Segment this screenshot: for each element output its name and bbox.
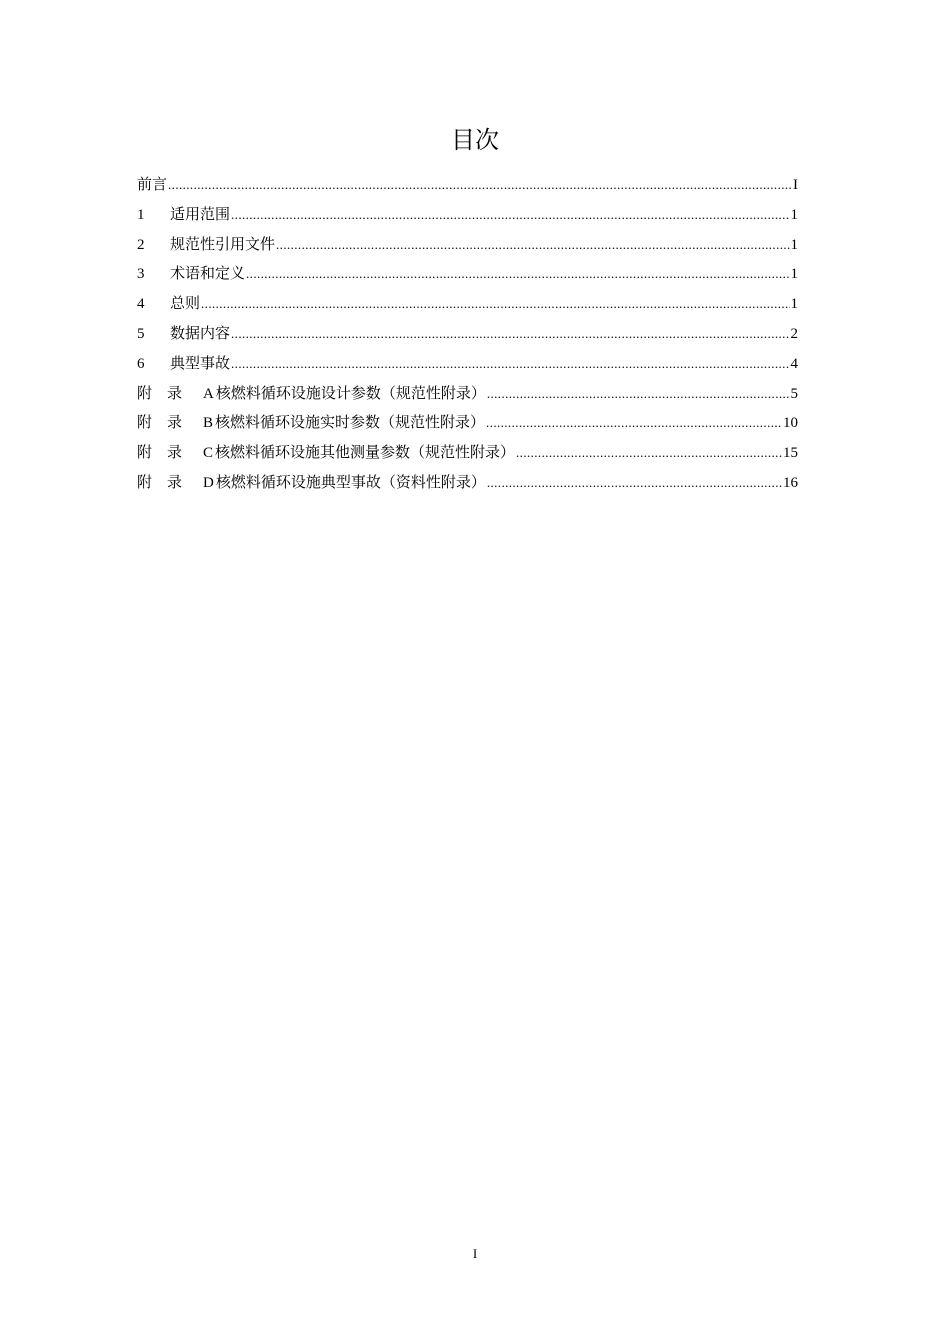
toc-entry-number: 4 <box>137 296 145 313</box>
toc-entry-label: 规范性引用文件 <box>170 234 276 253</box>
toc-entry-page: 1 <box>790 296 798 313</box>
toc-appendix-prefix <box>137 440 203 464</box>
toc-appendix-letter: A <box>203 385 214 402</box>
toc-appendix-prefix-char: 附 <box>137 383 153 402</box>
toc-entry-page: 1 <box>790 236 798 253</box>
toc-entry-chapter-6[interactable] <box>137 351 798 381</box>
toc-entry-appendix-d[interactable] <box>137 470 798 500</box>
toc-entry-label: 典型事故 <box>170 353 231 372</box>
toc-entry-label: 核燃料循环设施设计参数（规范性附录） <box>215 383 486 402</box>
toc-leader-dots <box>231 352 789 376</box>
toc-entry-label: 适用范围 <box>170 204 231 223</box>
toc-leader-dots <box>486 411 782 435</box>
toc-entry-page: I <box>793 177 798 193</box>
toc-entry-page: 5 <box>790 385 798 402</box>
toc-entry-chapter-2[interactable] <box>137 232 798 262</box>
toc-entry-label: 总则 <box>170 294 201 313</box>
toc-leader-dots <box>516 441 782 465</box>
toc-leader-dots <box>168 173 792 197</box>
table-of-contents <box>137 172 798 500</box>
toc-entry-label: 术语和定义 <box>170 264 246 283</box>
toc-entry-appendix-b[interactable] <box>137 410 798 440</box>
toc-appendix-prefix-char: 录 <box>167 443 183 462</box>
toc-entry-number: 6 <box>137 355 145 372</box>
toc-leader-dots <box>276 233 789 257</box>
toc-entry-number: 5 <box>137 325 145 342</box>
toc-entry-page: 15 <box>783 445 798 462</box>
toc-entry-number: 3 <box>137 266 145 283</box>
toc-leader-dots <box>231 322 789 346</box>
toc-entry-chapter-4[interactable] <box>137 291 798 321</box>
toc-entry-label: 前言 <box>137 175 168 193</box>
toc-appendix-letter: B <box>203 415 214 432</box>
toc-appendix-prefix <box>137 381 203 405</box>
toc-entry-chapter-3[interactable] <box>137 261 798 291</box>
toc-entry-number: 1 <box>137 206 145 223</box>
toc-appendix-prefix-char: 附 <box>137 413 153 432</box>
toc-appendix-prefix-char: 录 <box>167 383 183 402</box>
toc-entry-label: 核燃料循环设施其他测量参数（规范性附录） <box>215 443 516 462</box>
toc-entry-number: 2 <box>137 236 145 253</box>
toc-appendix-prefix-char: 录 <box>167 413 183 432</box>
toc-leader-dots <box>246 262 789 286</box>
toc-entry-appendix-c[interactable] <box>137 440 798 470</box>
toc-entry-label: 核燃料循环设施实时参数（规范性附录） <box>215 413 486 432</box>
toc-entry-label: 数据内容 <box>170 323 231 342</box>
toc-leader-dots <box>201 292 789 316</box>
toc-appendix-prefix-char: 录 <box>167 472 183 491</box>
toc-entry-chapter-1[interactable] <box>137 202 798 232</box>
toc-leader-dots <box>487 382 790 406</box>
toc-entry-chapter-5[interactable] <box>137 321 798 351</box>
toc-entry-page: 1 <box>790 266 798 283</box>
toc-entry-page: 2 <box>790 325 798 342</box>
toc-entry-page: 10 <box>783 415 798 432</box>
toc-entry-label: 核燃料循环设施典型事故（资料性附录） <box>215 472 486 491</box>
toc-appendix-prefix-char: 附 <box>137 443 153 462</box>
toc-entry-page: 16 <box>783 474 798 491</box>
page-title: 目次 <box>451 126 499 154</box>
toc-entry-appendix-a[interactable] <box>137 381 798 411</box>
toc-appendix-prefix-char: 附 <box>137 472 153 491</box>
toc-appendix-letter: D <box>203 474 214 491</box>
toc-entry-page: 4 <box>790 355 798 372</box>
toc-entry-page: 1 <box>790 206 798 223</box>
toc-entry-preface[interactable] <box>137 172 798 202</box>
toc-appendix-prefix <box>137 410 203 434</box>
page-number: I <box>472 1246 478 1261</box>
toc-leader-dots <box>487 471 782 495</box>
toc-appendix-letter: C <box>203 445 214 462</box>
toc-leader-dots <box>231 203 789 227</box>
toc-appendix-prefix <box>137 470 203 494</box>
